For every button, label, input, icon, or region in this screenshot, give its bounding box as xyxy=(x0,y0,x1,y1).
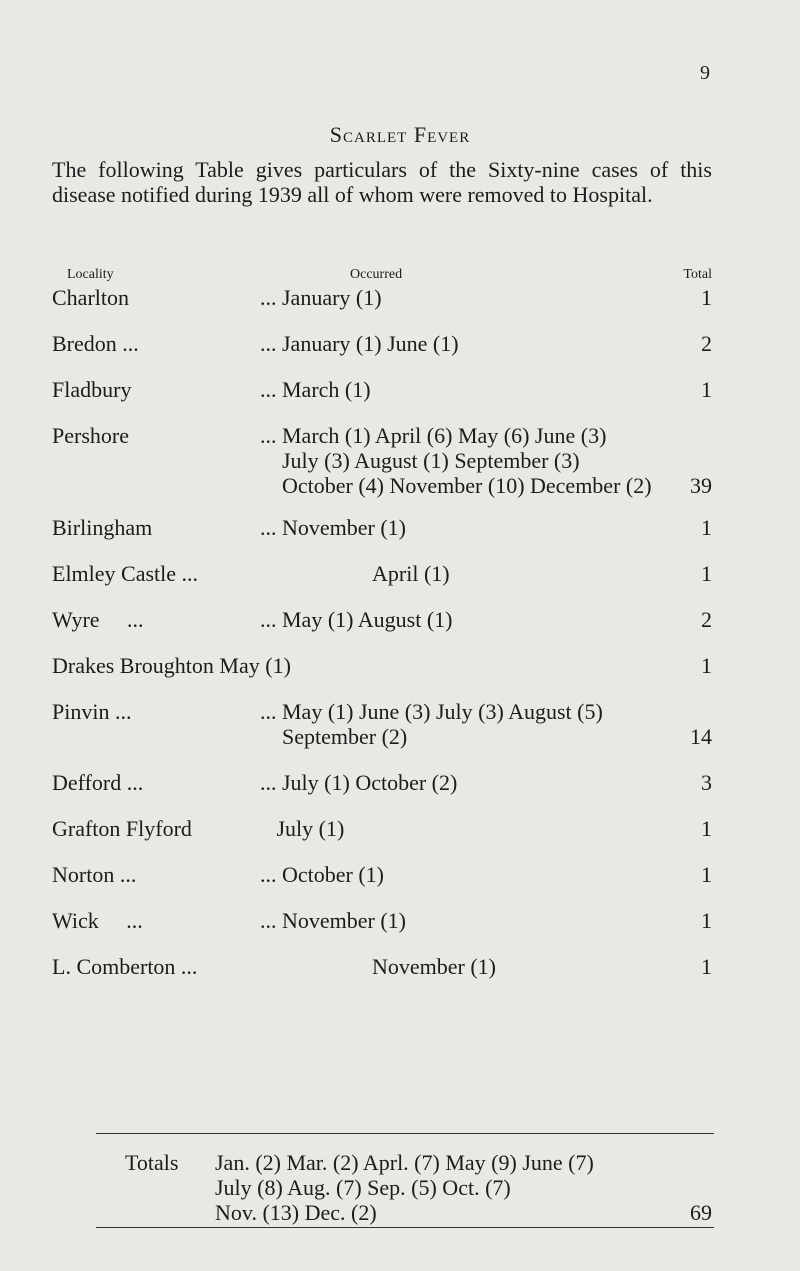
header-occurred: Occurred xyxy=(350,267,403,282)
occurred-cell xyxy=(372,561,450,586)
occurred-line: ... October (1) xyxy=(260,862,385,887)
occurred-line: July (1) xyxy=(260,816,345,841)
occurred-line: October (4) November (10) December (2) xyxy=(260,473,652,498)
totals-line: Nov. (13) Dec. (2) xyxy=(215,1200,377,1225)
locality-cell: L. Comberton ... xyxy=(52,954,198,979)
intro-paragraph: The following Table gives particulars of the Sixty-nine cases of this disease notified during 1939 all of whom were removed to Hospital. xyxy=(52,157,712,207)
total-cell: 39 xyxy=(690,473,712,498)
locality-cell: Norton ... xyxy=(52,862,137,887)
totals-months xyxy=(215,1150,594,1225)
total-cell: 1 xyxy=(701,285,712,310)
occurred-cell xyxy=(372,954,496,979)
locality-cell: Wyre ... xyxy=(52,607,144,632)
occurred-line: November (1) xyxy=(372,954,497,979)
total-cell: 1 xyxy=(701,653,712,678)
occurred-cell xyxy=(260,515,406,540)
total-cell: 1 xyxy=(701,561,712,586)
section-title: Scarlet Fever xyxy=(329,122,471,147)
occurred-line: ... January (1) xyxy=(260,285,382,310)
occurred-line: ... November (1) xyxy=(260,515,407,540)
occurred-line: July (3) August (1) September (3) xyxy=(260,448,580,473)
total-cell: 3 xyxy=(701,770,712,795)
locality-cell: Fladbury xyxy=(52,377,132,402)
locality-cell: Grafton Flyford xyxy=(52,816,192,841)
locality-cell: Charlton xyxy=(52,285,129,310)
occurred-cell xyxy=(260,908,406,933)
header-locality: Locality xyxy=(67,267,114,282)
occurred-cell xyxy=(260,285,382,310)
occurred-cell xyxy=(260,423,652,498)
total-cell: 1 xyxy=(701,862,712,887)
totals-line: Jan. (2) Mar. (2) Aprl. (7) May (9) June (7) xyxy=(215,1150,594,1175)
occurred-cell xyxy=(260,699,603,749)
locality-cell: Wick ... xyxy=(52,908,143,933)
locality-cell: Pershore xyxy=(52,423,129,448)
occurred-line: ... May (1) August (1) xyxy=(260,607,453,632)
total-cell: 1 xyxy=(701,816,712,841)
locality-cell: Defford ... xyxy=(52,770,144,795)
totals-line: July (8) Aug. (7) Sep. (5) Oct. (7) xyxy=(215,1175,511,1200)
occurred-line: September (2) xyxy=(260,724,408,749)
occurred-line: ... July (1) October (2) xyxy=(260,770,458,795)
total-cell: 2 xyxy=(701,607,712,632)
occurred-line: April (1) xyxy=(372,561,450,586)
locality-cell: Pinvin ... xyxy=(52,699,132,724)
total-cell: 14 xyxy=(690,724,712,749)
occurred-cell xyxy=(260,331,459,356)
locality-cell: Elmley Castle ... xyxy=(52,561,199,586)
occurred-cell xyxy=(260,816,344,841)
upper-rule xyxy=(96,1133,714,1134)
grand-total: 69 xyxy=(690,1200,712,1225)
occurred-cell xyxy=(260,607,452,632)
occurred-cell xyxy=(260,862,384,887)
occurred-cell xyxy=(260,377,371,402)
locality-cell: Bredon ... xyxy=(52,331,139,356)
occurred-line: ... May (1) June (3) July (3) August (5) xyxy=(260,699,603,724)
occurred-line: ... March (1) April (6) May (6) June (3) xyxy=(260,423,607,448)
lower-rule xyxy=(96,1227,714,1228)
total-cell: 1 xyxy=(701,515,712,540)
header-total: Total xyxy=(683,267,712,282)
page-number: 9 xyxy=(700,62,710,84)
total-cell: 1 xyxy=(701,377,712,402)
occurred-line: ... November (1) xyxy=(260,908,407,933)
total-cell: 2 xyxy=(701,331,712,356)
occurred-line: ... March (1) xyxy=(260,377,371,402)
locality-cell: Birlingham xyxy=(52,515,153,540)
total-cell: 1 xyxy=(701,908,712,933)
occurred-cell xyxy=(260,770,457,795)
occurred-line: ... January (1) June (1) xyxy=(260,331,459,356)
locality-cell: Drakes Broughton May (1) xyxy=(52,653,291,678)
totals-label: Totals xyxy=(125,1150,179,1175)
total-cell: 1 xyxy=(701,954,712,979)
